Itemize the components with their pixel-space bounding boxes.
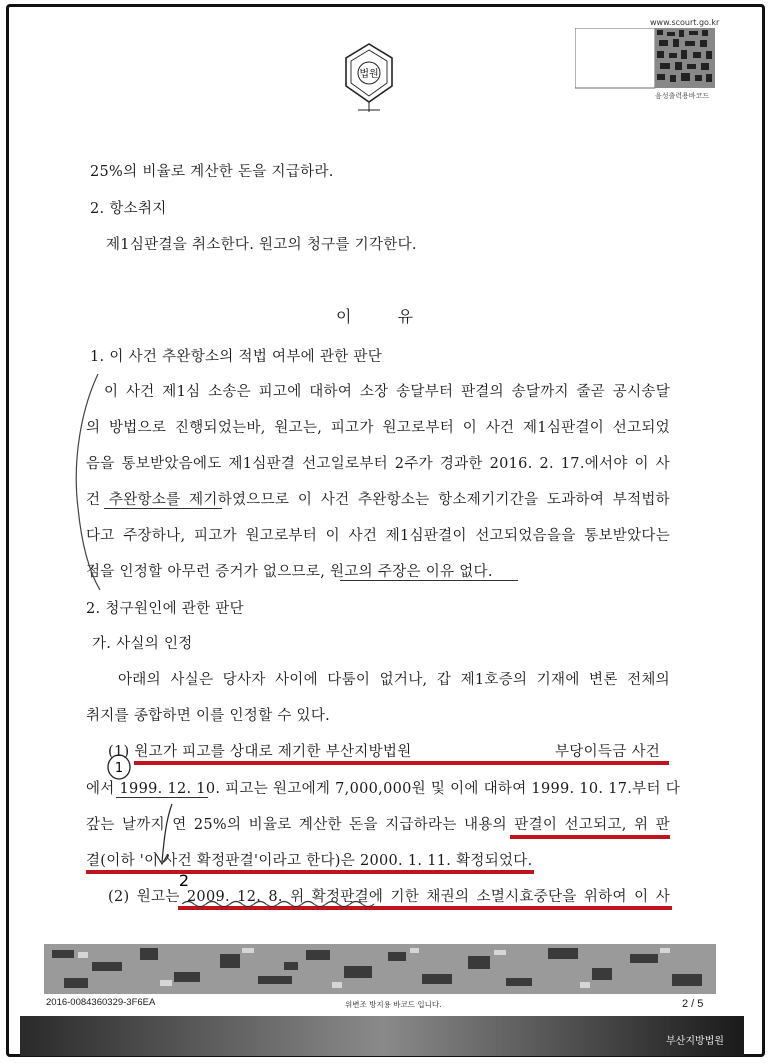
pen-underline: [116, 797, 208, 798]
annotation-number: 1: [114, 761, 124, 776]
pen-wavy-underline: [180, 898, 380, 910]
pen-bracket-mark: [60, 368, 120, 598]
section-heading: 2. 청구원인에 관한 판단: [86, 601, 244, 617]
seal-label: 법원: [359, 69, 379, 80]
section-heading: 1. 이 사건 추완항소의 적법 여부에 관한 판단: [90, 349, 383, 365]
pen-arrow-mark: [150, 800, 180, 870]
pen-annotation-mark: [170, 866, 200, 894]
item-line: (1) 원고가 피고를 상대로 제기한 부산지방법원: [108, 744, 412, 760]
paragraph-line: 점을 인정할 아무런 증거가 없으므로, 원고의 주장은 이유 없다.: [86, 564, 493, 580]
barcode-note: 위변조 방지용 바코드 입니다.: [345, 1000, 442, 1009]
item-line: 결(이하 '이 사건 확정판결'이라고 한다)은 2000. 1. 11. 확정되었다.: [86, 853, 533, 869]
paragraph-line: 취지를 종합하면 이를 인정할 수 있다.: [86, 708, 331, 724]
item-line: (2) 원고는 2009. 12. 8. 위 확정판결에 기한 채권의 소멸시효중단을 위하여 이 사: [108, 889, 670, 905]
paragraph-line: 건 추완항소를 제기하였으므로 이 사건 추완항소는 항소제기기간을 도과하여 부적법하: [86, 492, 670, 508]
court-seal-icon: [340, 40, 398, 114]
reason-heading: 이유: [336, 307, 459, 326]
subsection-heading: 가. 사실의 인정: [92, 636, 193, 652]
red-underline: [134, 761, 669, 765]
red-underline: [510, 835, 670, 839]
paragraph-line: 의 방법으로 진행되었는바, 원고는, 피고가 원고로부터 이 사건 제1심판결이 선고되었: [86, 420, 670, 436]
pen-underline: [104, 508, 222, 509]
item-line: 갚는 날까지 연 25%의 비율로 계산한 돈을 지급하라는 내용의 판결이 선고되고, 위 판: [86, 817, 670, 833]
paragraph-line: 음을 통보받았음에도 제1심판결 선고일로부터 2주가 경과한 2016. 2. 17.에서야 이 사: [86, 456, 670, 472]
bottom-gradient-band: [20, 1016, 744, 1056]
document-id: 2016-0084360329-3F6EA: [46, 997, 156, 1008]
paragraph-line: 아래의 사실은 당사자 사이에 다툼이 없거나, 갑 제1호증의 기재에 변론 전체의: [118, 672, 670, 688]
paragraph-line: 다고 주장하나, 피고가 원고로부터 이 사건 제1심판결이 선고되었음을을 통보받았다는: [86, 528, 670, 544]
court-name: 부산지방법원: [666, 1036, 724, 1047]
page-number: 2 / 5: [682, 998, 704, 1010]
security-pattern: [44, 944, 716, 994]
court-url: www.scourt.go.kr: [650, 18, 720, 27]
barcode-image: [575, 28, 715, 94]
item-line: 에서 1999. 12. 10. 피고는 원고에게 7,000,000원 및 이에 대하여 1999. 10. 17.부터 다: [86, 781, 681, 797]
item-line: 부당이득금 사건: [555, 744, 661, 760]
barcode-caption: 음성출력용바코드: [655, 92, 710, 100]
text-line: 25%의 비율로 계산한 돈을 지급하라.: [90, 164, 334, 180]
red-underline: [86, 870, 534, 874]
paragraph-line: 이 사건 제1심 소송은 피고에 대하여 소장 송달부터 판결의 송달까지 줄곧 공시송달: [104, 384, 670, 400]
section-heading: 2. 항소취지: [90, 201, 167, 217]
pen-underline: [340, 580, 518, 581]
text-line: 제1심판결을 취소한다. 원고의 청구를 기각한다.: [106, 237, 417, 253]
annotation-number: 2: [178, 871, 190, 890]
pen-circle-mark: [104, 752, 134, 782]
